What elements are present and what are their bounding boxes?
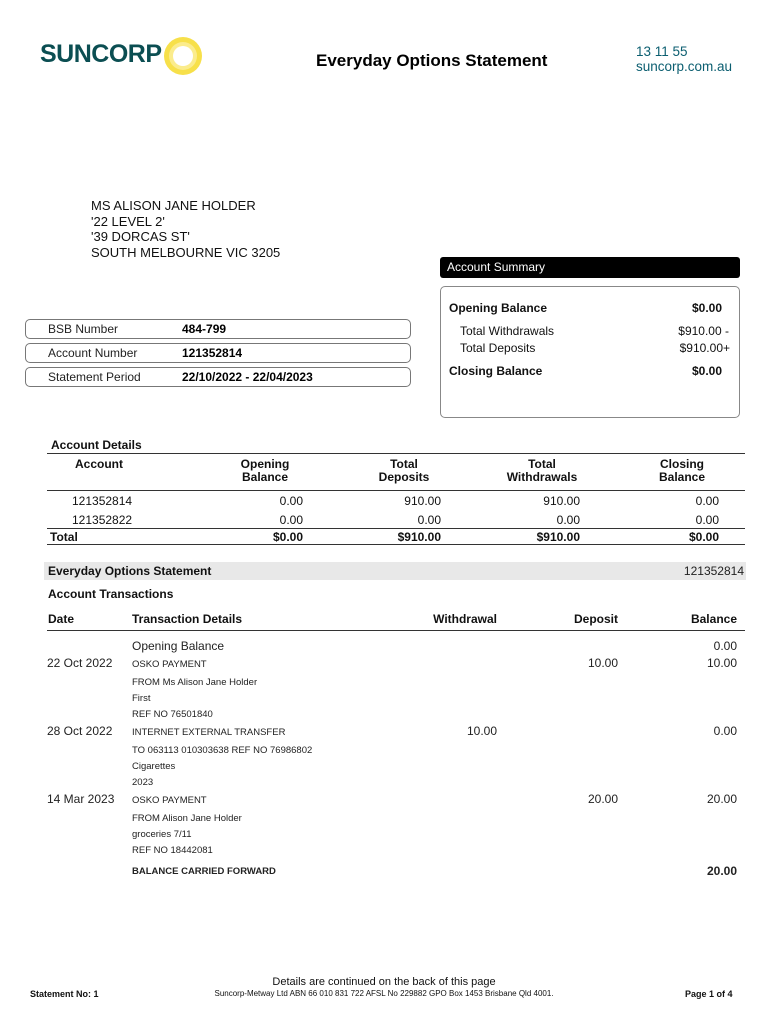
account-total-withdrawals: $910.00 — [536, 530, 580, 544]
divider — [47, 453, 745, 454]
tx-description: OSKO PAYMENT — [132, 659, 207, 670]
tx-date: 22 Oct 2022 — [47, 656, 113, 670]
col-header-text: Closing — [660, 457, 704, 471]
bsb-value: 484-799 — [182, 322, 227, 336]
account-row-1-account: 121352814 — [72, 494, 133, 508]
tx-header-deposit: Deposit — [573, 612, 618, 626]
contact-info — [636, 44, 732, 74]
tx-balance: 20.00 — [706, 792, 737, 806]
col-header-opening-balance — [225, 458, 305, 484]
summary-withdrawals-label: Total Withdrawals — [460, 324, 555, 338]
account-row-2-closing: 0.00 — [695, 513, 719, 527]
tx-detail-line: REF NO 76501840 — [132, 709, 213, 720]
address-line: MS ALISON JANE HOLDER — [91, 198, 256, 213]
address-line: '39 DORCAS ST' — [91, 229, 190, 245]
divider — [47, 490, 745, 491]
tx-detail-line: First — [132, 693, 151, 704]
summary-withdrawals-value: $910.00 - — [678, 324, 729, 338]
suncorp-sun-logo-icon — [162, 35, 204, 77]
account-total-opening: $0.00 — [272, 530, 303, 544]
tx-header-balance: Balance — [690, 612, 737, 626]
logo-text: SUNCORP — [40, 40, 162, 68]
account-row-1-withdrawals: 910.00 — [543, 494, 580, 508]
tx-opening-label: Opening Balance — [132, 639, 225, 653]
tx-date: 14 Mar 2023 — [47, 792, 115, 806]
account-row-2-withdrawals: 0.00 — [556, 513, 580, 527]
account-total-closing: $0.00 — [688, 530, 719, 544]
account-summary-title: Account Summary — [447, 260, 546, 274]
col-header-text: Total — [390, 457, 418, 471]
statement-period-box — [25, 367, 411, 387]
tx-detail-line: REF NO 18442081 — [132, 845, 213, 856]
col-header-text: Balance — [241, 470, 289, 484]
account-transactions-title: Account Transactions — [48, 587, 174, 601]
summary-closing-value: $0.00 — [691, 364, 722, 378]
col-header-text: Deposits — [378, 470, 430, 484]
continued-note: Details are continued on the back of this page — [272, 976, 496, 988]
account-details-title: Account Details — [51, 438, 142, 452]
account-row-1-closing: 0.00 — [695, 494, 719, 508]
col-header-total-deposits — [364, 458, 444, 484]
summary-closing-label: Closing Balance — [449, 364, 543, 378]
tx-detail-line: FROM Ms Alison Jane Holder — [132, 677, 258, 688]
statement-title: Everyday Options Statement — [316, 51, 548, 70]
tx-balance: 10.00 — [706, 656, 737, 670]
account-row-2-deposits: 0.00 — [417, 513, 441, 527]
tx-deposit: 20.00 — [587, 792, 618, 806]
legal-text: Suncorp-Metway Ltd ABN 66 010 831 722 AFSL No 229882 GPO Box 1453 Brisbane Qld 4001. — [214, 989, 554, 998]
col-header-text: Total — [528, 457, 556, 471]
tx-header-date: Date — [48, 612, 75, 626]
summary-deposits-value: $910.00+ — [679, 341, 730, 355]
tx-withdrawal: 10.00 — [466, 724, 497, 738]
phone-number: 13 11 55 — [636, 44, 688, 59]
tx-detail-line: TO 063113 010303638 REF NO 76986802 — [132, 745, 313, 756]
account-total-deposits: $910.00 — [397, 530, 441, 544]
tx-opening-balance: 0.00 — [713, 639, 737, 653]
divider — [47, 544, 745, 545]
account-summary-box — [440, 286, 740, 418]
tx-detail-line: groceries 7/11 — [132, 829, 192, 840]
tx-header-withdrawal: Withdrawal — [433, 612, 497, 626]
address-line: SOUTH MELBOURNE VIC 3205 — [91, 245, 281, 261]
tx-detail-line: FROM Alison Jane Holder — [132, 813, 242, 824]
account-row-2-opening: 0.00 — [279, 513, 303, 527]
page-number: Page 1 of 4 — [685, 989, 733, 999]
statement-section-account: 121352814 — [683, 564, 744, 578]
tx-detail-line: Cigarettes — [132, 761, 176, 772]
statement-section-title: Everyday Options Statement — [48, 564, 212, 578]
summary-deposits-label: Total Deposits — [460, 341, 536, 355]
statement-section-bar — [44, 562, 746, 580]
tx-description: INTERNET EXTERNAL TRANSFER — [132, 727, 286, 738]
account-summary-header — [440, 257, 740, 278]
tx-balance: 0.00 — [713, 724, 737, 738]
account-row-1-opening: 0.00 — [279, 494, 303, 508]
summary-opening-value: $0.00 — [691, 301, 722, 315]
col-header-text: Withdrawals — [506, 470, 578, 484]
account-total-label: Total — [50, 530, 78, 544]
col-header-text: Balance — [658, 470, 706, 484]
address-line: '22 LEVEL 2' — [91, 213, 165, 229]
mailing-address — [91, 198, 280, 261]
bsb-label: BSB Number — [48, 322, 119, 336]
tx-header-details: Transaction Details — [132, 612, 243, 626]
account-number-label: Account Number — [48, 346, 138, 360]
bsb-number-box — [25, 319, 411, 339]
statement-number: Statement No: 1 — [30, 989, 99, 999]
col-header-closing-balance — [642, 458, 722, 484]
account-number-value: 121352814 — [182, 346, 243, 360]
divider — [47, 630, 745, 631]
website-link[interactable]: suncorp.com.au — [636, 59, 733, 74]
statement-period-label: Statement Period — [48, 370, 141, 384]
divider — [47, 528, 745, 529]
tx-date: 28 Oct 2022 — [47, 724, 113, 738]
carried-forward-label: BALANCE CARRIED FORWARD — [132, 866, 276, 877]
account-row-2-account: 121352822 — [72, 513, 133, 527]
tx-deposit: 10.00 — [587, 656, 618, 670]
col-header-text: Opening — [240, 457, 290, 471]
col-header-account: Account — [75, 457, 123, 471]
carried-forward-value: 20.00 — [706, 864, 737, 878]
statement-period-value: 22/10/2022 - 22/04/2023 — [182, 370, 313, 384]
tx-description: OSKO PAYMENT — [132, 795, 207, 806]
col-header-total-withdrawals — [497, 458, 587, 484]
tx-detail-line: 2023 — [132, 777, 154, 788]
account-number-box — [25, 343, 411, 363]
summary-opening-label: Opening Balance — [449, 301, 548, 315]
account-row-1-deposits: 910.00 — [404, 494, 441, 508]
